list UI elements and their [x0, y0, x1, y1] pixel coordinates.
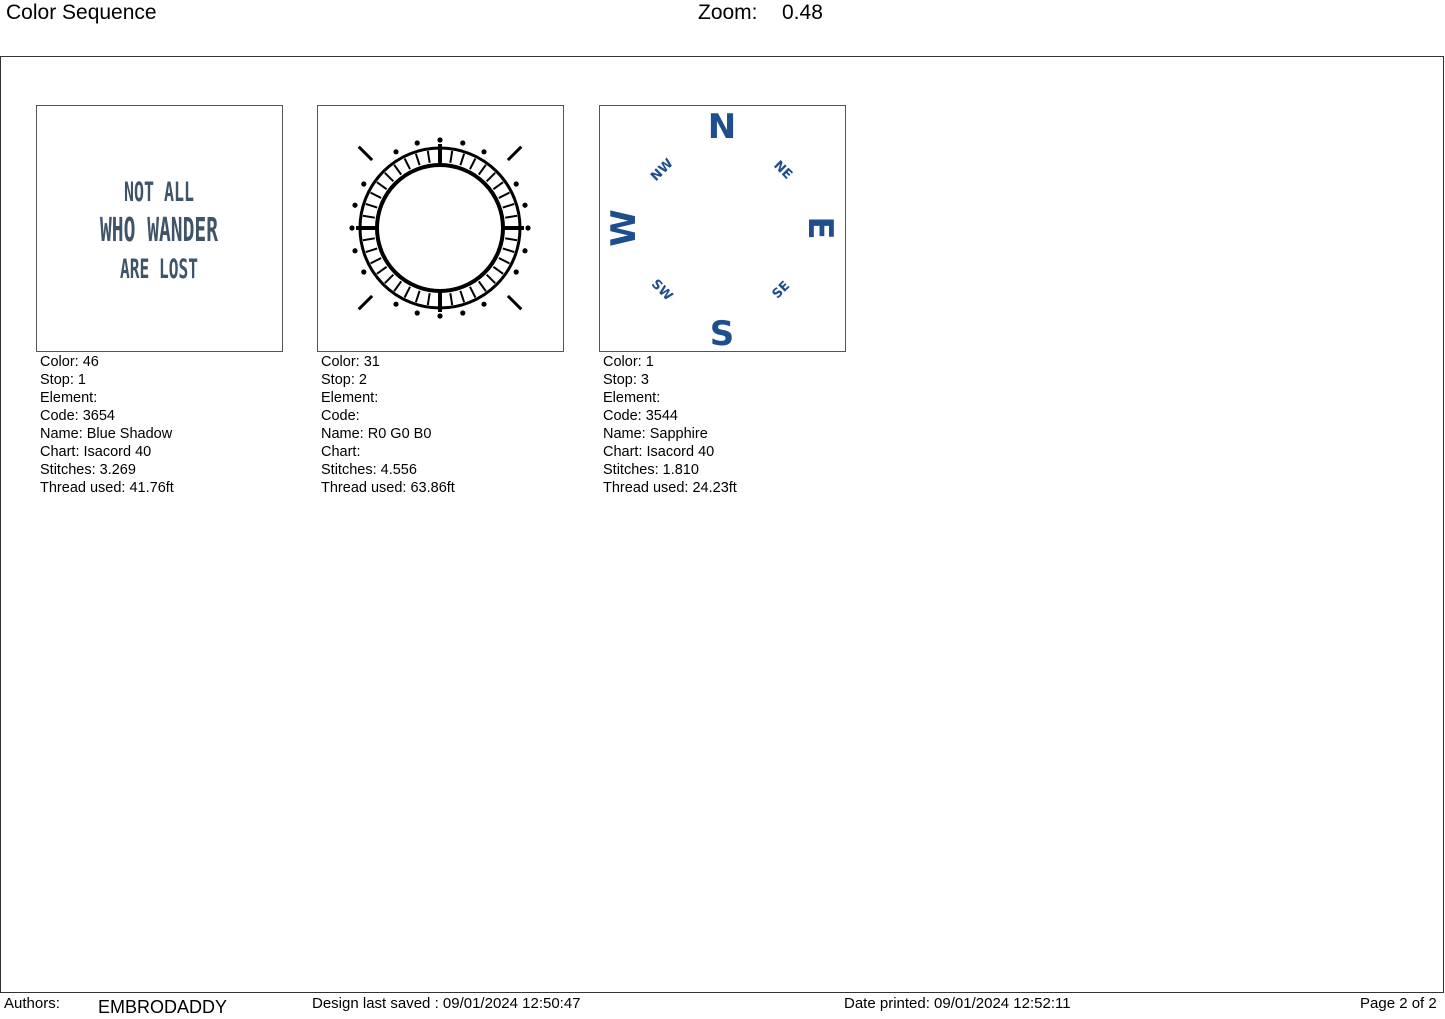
ring-tick	[487, 275, 495, 283]
ring-tick	[470, 159, 475, 170]
east-letter: E	[800, 216, 840, 240]
ring-ray	[508, 147, 521, 160]
ring-tick	[487, 173, 495, 181]
zoom-value: 0.48	[782, 1, 823, 24]
ring-dot	[352, 248, 357, 253]
ring-tick	[371, 258, 382, 263]
thread-used: Thread used: 24.23ft	[603, 480, 737, 496]
ring-dot	[352, 203, 357, 208]
ring-dot	[525, 225, 530, 230]
ring-dot	[393, 149, 398, 154]
element-label: Element:	[40, 390, 98, 406]
ring-tick	[503, 204, 514, 208]
thread-name: Name: Sapphire	[603, 426, 708, 442]
thread-chart: Chart: Isacord 40	[603, 444, 715, 460]
ring-tick	[450, 293, 452, 305]
ring-tick	[479, 165, 486, 175]
design-last-saved: Design last saved : 09/01/2024 12:50:47	[312, 995, 581, 1012]
zoom-label: Zoom:	[698, 1, 758, 24]
page-number: Page 2 of 2	[1360, 995, 1437, 1012]
ring-tick	[499, 193, 510, 198]
thread-code: Code: 3544	[603, 408, 678, 424]
page-title: Color Sequence	[6, 1, 157, 24]
stop-number: Stop: 3	[603, 372, 649, 388]
stop-number: Stop: 1	[40, 372, 86, 388]
color-number: Color: 46	[40, 354, 99, 370]
ring-tick	[366, 204, 377, 208]
ring-tick	[394, 165, 401, 175]
compass-ring-preview	[318, 106, 563, 351]
ring-dot	[522, 203, 527, 208]
ring-dot	[481, 302, 486, 307]
ring-dot	[415, 310, 420, 315]
preview-line-2: WHO WANDER	[100, 210, 219, 249]
color-info-2	[321, 353, 455, 497]
ring-tick	[385, 275, 393, 283]
ring-dot	[522, 248, 527, 253]
southeast-letters: SE	[769, 278, 794, 303]
color-number: Color: 1	[603, 354, 654, 370]
south-letter: S	[709, 314, 735, 351]
color-number: Color: 31	[321, 354, 380, 370]
ring-tick	[470, 287, 475, 298]
ring-tick	[428, 293, 430, 305]
ring-tick	[499, 258, 510, 263]
ring-ray	[359, 296, 372, 309]
ring-dot	[481, 149, 486, 154]
ring-tick	[505, 216, 517, 218]
ring-tick	[460, 291, 464, 302]
ring-ray	[359, 147, 372, 160]
ring-dot	[349, 225, 354, 230]
ring-tick	[416, 154, 420, 165]
ring-tick	[385, 173, 393, 181]
ring-tick	[479, 281, 486, 291]
wander-text-preview	[37, 106, 282, 351]
ring-tick	[363, 238, 375, 240]
thread-chart: Chart: Isacord 40	[40, 444, 152, 460]
compass-letters-preview	[600, 106, 845, 351]
ring-dot	[437, 137, 442, 142]
southwest-letters: SW	[647, 276, 676, 305]
stitch-count: Stitches: 1.810	[603, 462, 699, 478]
preview-line-1: NOT ALL	[124, 177, 194, 208]
ring-tick	[493, 182, 503, 189]
northeast-letters: NE	[770, 158, 795, 183]
thread-code: Code: 3654	[40, 408, 115, 424]
ring-tick	[460, 154, 464, 165]
thread-code: Code:	[321, 408, 360, 424]
authors-value: EMBRODADDY	[98, 997, 228, 1017]
northwest-letters: NW	[648, 156, 677, 185]
ring-tick	[405, 159, 410, 170]
color-preview-3	[599, 105, 846, 352]
ring-dot	[460, 140, 465, 145]
ring-tick	[493, 267, 503, 274]
ring-tick	[366, 248, 377, 252]
thread-chart: Chart:	[321, 444, 361, 460]
ring-dot	[415, 140, 420, 145]
north-letter: N	[707, 107, 737, 147]
preview-line-3: ARE LOST	[120, 254, 198, 285]
ring-tick	[377, 182, 387, 189]
thread-name: Name: R0 G0 B0	[321, 426, 432, 442]
ring-tick	[450, 151, 452, 163]
element-label: Element:	[603, 390, 661, 406]
color-info-3	[603, 353, 737, 497]
thread-used: Thread used: 41.76ft	[40, 480, 174, 496]
element-label: Element:	[321, 390, 379, 406]
ring-tick	[405, 287, 410, 298]
ring-tick	[377, 267, 387, 274]
authors-label: Authors:	[4, 995, 60, 1012]
date-printed: Date printed: 09/01/2024 12:52:11	[844, 995, 1071, 1012]
ring-dot	[514, 269, 519, 274]
thread-name: Name: Blue Shadow	[40, 426, 173, 442]
stitch-count: Stitches: 4.556	[321, 462, 417, 478]
west-letter: W	[604, 209, 644, 247]
ring-ray	[508, 296, 521, 309]
ring-tick	[363, 216, 375, 218]
ring-dot	[393, 302, 398, 307]
stop-number: Stop: 2	[321, 372, 367, 388]
ring-dot	[514, 181, 519, 186]
ring-dot	[460, 310, 465, 315]
ring-tick	[371, 193, 382, 198]
ring-tick	[394, 281, 401, 291]
ring-dot	[437, 313, 442, 318]
ring-tick	[416, 291, 420, 302]
color-info-1	[40, 353, 174, 497]
color-preview-1	[36, 105, 283, 352]
ring-dot	[361, 269, 366, 274]
color-preview-2	[317, 105, 564, 352]
ring-tick	[503, 248, 514, 252]
thread-used: Thread used: 63.86ft	[321, 480, 455, 496]
ring-tick	[428, 151, 430, 163]
ring-dot	[361, 181, 366, 186]
stitch-count: Stitches: 3.269	[40, 462, 136, 478]
ring-tick	[505, 238, 517, 240]
